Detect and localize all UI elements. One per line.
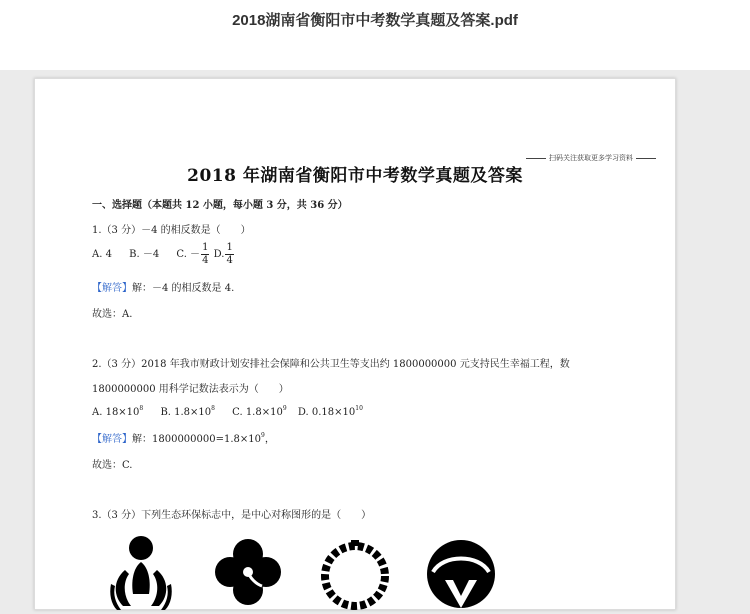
q1-option-a: A. 4 <box>92 249 112 260</box>
eco-logo-a-icon <box>107 534 187 614</box>
q1-option-b: B. －4 <box>129 249 160 260</box>
eco-logo-d-icon <box>425 534 505 614</box>
q2-option-c: C. $1.8\times 10^9$ <box>232 405 287 418</box>
viewer-header <box>0 0 750 70</box>
q1-options <box>92 243 235 266</box>
q3-figures <box>107 534 507 614</box>
divider <box>526 158 546 159</box>
q2-option-a: A. $18\times 10^8$ <box>92 405 144 418</box>
section-heading: 一、选择题（本题共 12 小题，每小题 3 分，共 36 分） <box>92 200 348 211</box>
q2-conclusion: 故选：C. <box>92 460 133 471</box>
q1-conclusion: 故选：A. <box>92 309 133 320</box>
paper-title: 2018 年湖南省衡阳市中考数学真题及答案 <box>187 166 523 186</box>
q2-option-d: D. $0.18\times 10^{10}$ <box>297 405 363 418</box>
q2-option-b: B. $1.8\times 10^8$ <box>160 405 215 418</box>
scan-note-text: 扫码关注获取更多学习资料 <box>549 154 633 162</box>
answer-tag: 【解答】 <box>92 434 132 445</box>
q1-option-c: C. － $\frac{1}{4}$ <box>176 242 209 266</box>
q1-stem: 1.（3 分）－4 的相反数是（ ） <box>92 225 251 236</box>
q2-options <box>92 405 363 418</box>
q1-answer: 【解答】解：－4 的相反数是 4. <box>92 283 235 294</box>
q2-stem-line2: 1800000000 用科学记数法表示为（ ） <box>92 384 289 395</box>
q1-option-d: D. $\frac{1}{4}$ <box>213 242 233 266</box>
fraction: $\frac{1}{4}$ <box>226 242 233 266</box>
divider <box>636 158 656 159</box>
eco-logo-c-icon <box>317 534 397 614</box>
eco-logo-b-icon <box>212 534 292 614</box>
answer-tag: 【解答】 <box>92 283 132 294</box>
fraction: $\frac{1}{4}$ <box>202 242 209 266</box>
q2-stem-line1: 2.（3 分）2018 年我市财政计划安排社会保障和公共卫生等支出约 1800000000 元支持民生幸福工程，数 <box>92 359 570 370</box>
q2-answer: 【解答】解：$1800000000=1.8\times 10^9$， <box>92 432 275 445</box>
q3-stem: 3.（3 分）下列生态环保标志中，是中心对称图形的是（ ） <box>92 510 372 521</box>
file-title: 2018湖南省衡阳市中考数学真题及答案.pdf <box>232 12 518 29</box>
document-page <box>34 78 676 610</box>
